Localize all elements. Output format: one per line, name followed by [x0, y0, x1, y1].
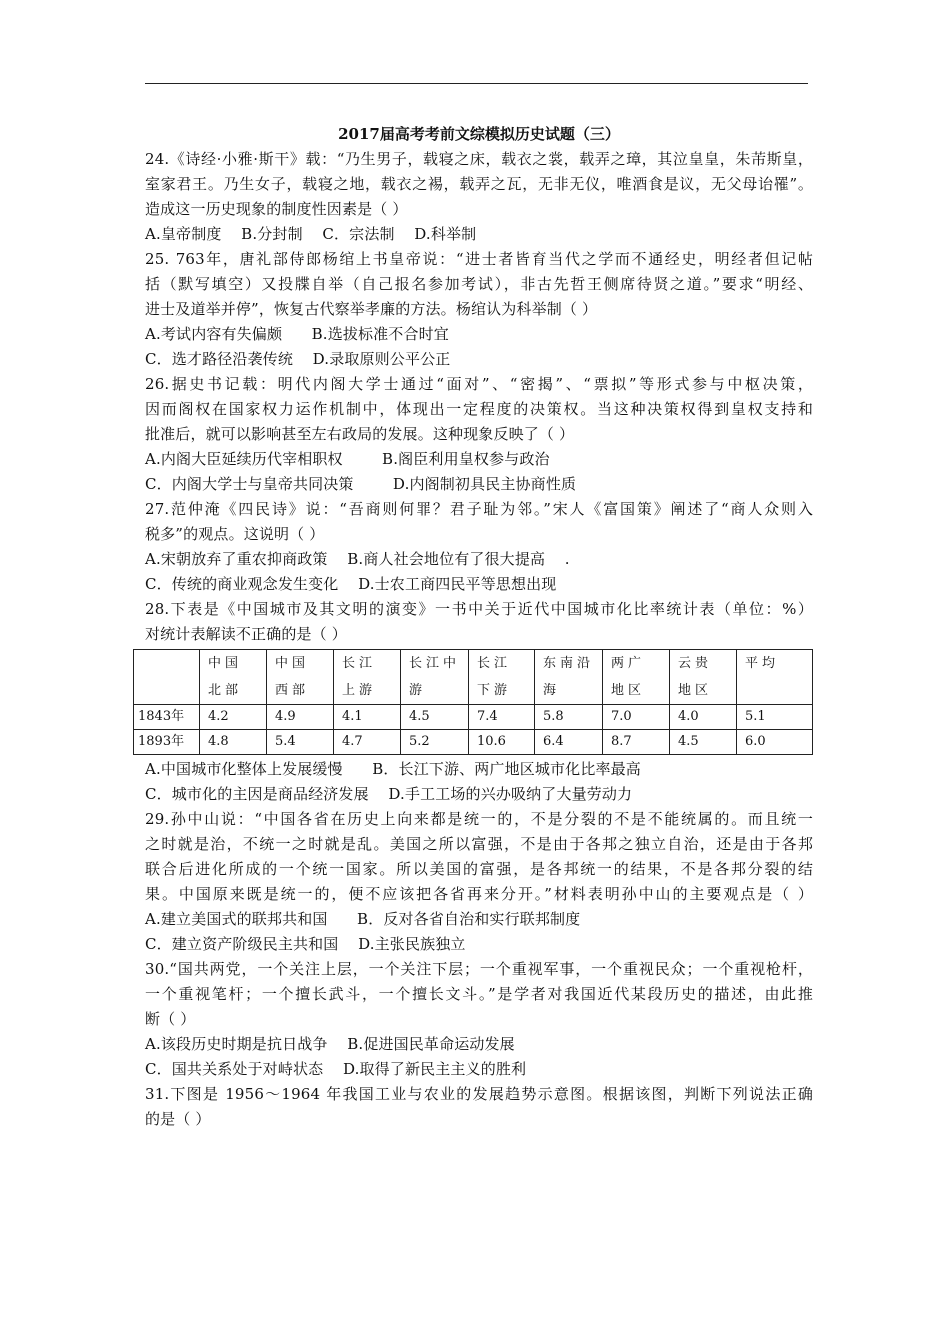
q27-stem-line: 27.范仲淹《四民诗》说：“吾商则何罪？君子耻为邻。”宋人《富国策》阐述了“商人众则入 — [145, 500, 813, 518]
q24-options: A.皇帝制度 B.分封制 C．宗法制 D.科举制 — [145, 225, 477, 243]
q30-stem-line: 30.“国共两党，一个关注上层，一个关注下层；一个重视军事，一个重视民众；一个重视枪杆， — [145, 960, 813, 978]
q26-options: A.内阁大臣延续历代宰相职权 B.阁臣利用皇权参与政治 — [145, 450, 550, 468]
header-rule — [145, 83, 808, 84]
table-header-cell: 平均 — [737, 650, 813, 705]
table-header-cell: 长江上游 — [334, 650, 401, 705]
q27-options: C．传统的商业观念发生变化 D.士农工商四民平等思想出现 — [145, 575, 557, 593]
q29-options: C．建立资产阶级民主共和国 D.主张民族独立 — [145, 935, 466, 953]
q31-stem-line: 的是（ ） — [145, 1110, 211, 1128]
q25-stem-line: 25. 763年，唐礼部侍郎杨绾上书皇帝说：“进士者皆育当代之学而不通经史，明经者但记帖 — [145, 250, 813, 268]
q29-options: A.建立美国式的联邦共和国 B．反对各省自治和实行联邦制度 — [145, 910, 581, 928]
q24-stem-line: 造成这一历史现象的制度性因素是（ ） — [145, 200, 408, 218]
table-row — [134, 705, 813, 730]
q24-stem-line: 室家君王。乃生女子，载寝之地，载衣之裼，载弄之瓦，无非无仪，唯酒食是议，无父母诒罹”。 — [145, 175, 813, 193]
q31-stem-line: 31.下图是 1956～1964 年我国工业与农业的发展趋势示意图。根据该图，判断下列说法正确 — [145, 1085, 813, 1103]
q30-stem-line: 断（ ） — [145, 1010, 196, 1028]
table-header-cell: 长江下游 — [469, 650, 535, 705]
table-cell: 4.5 — [401, 705, 469, 730]
table-header-row — [134, 650, 813, 705]
table-cell: 1893年 — [134, 730, 200, 755]
urbanization-table — [133, 649, 813, 755]
q26-stem-line: 批准后，就可以影响甚至左右政局的发展。这种现象反映了（ ） — [145, 425, 575, 443]
table-cell: 6.4 — [535, 730, 603, 755]
table-cell: 4.0 — [670, 705, 737, 730]
q28-stem-line: 28.下表是《中国城市及其文明的演变》一书中关于近代中国城市化比率统计表（单位：%） — [145, 600, 813, 618]
q29-stem-line: 果。中国原来既是统一的，便不应该把各省再来分开。”材料表明孙中山的主要观点是（ ） — [145, 885, 813, 903]
q28-options: C．城市化的主因是商品经济发展 D.手工工场的兴办吸纳了大量劳动力 — [145, 785, 633, 803]
q29-stem-line: 之时就是治，不统一之时就是乱。美国之所以富强，不是由于各邦之独立自治，还是由于各邦 — [145, 835, 813, 853]
q29-stem-line: 29.孙中山说：“中国各省在历史上向来都是统一的，不是分裂的不是不能统属的。而且统一 — [145, 810, 813, 828]
q27-options: A.宋朝放弃了重农抑商政策 B.商人社会地位有了很大提高 . — [145, 550, 570, 568]
table-cell: 1843年 — [134, 705, 200, 730]
q30-options: A.该段历史时期是抗日战争 B.促进国民革命运动发展 — [145, 1035, 515, 1053]
table-cell: 4.1 — [334, 705, 401, 730]
table-header-cell: 云贵地区 — [670, 650, 737, 705]
q24-stem-line: 24.《诗经·小雅·斯干》载：“乃生男子，载寝之床，载衣之裳，载弄之璋，其泣皇皇，朱芾斯皇， — [145, 150, 813, 168]
table-header-cell: 中国北部 — [200, 650, 267, 705]
q30-options: C．国共关系处于对峙状态 D.取得了新民主主义的胜利 — [145, 1060, 527, 1078]
q30-stem-line: 一个重视笔杆；一个擅长武斗，一个擅长文斗。”是学者对我国近代某段历史的描述，由此推 — [145, 985, 813, 1003]
table-cell: 10.6 — [469, 730, 535, 755]
q25-stem-line: 进士及道举并停”，恢复古代察举孝廉的方法。杨绾认为科举制（ ） — [145, 300, 598, 318]
q28-options: A.中国城市化整体上发展缓慢 B．长江下游、两广地区城市化比率最高 — [145, 760, 641, 778]
table-cell: 4.7 — [334, 730, 401, 755]
table-cell: 7.0 — [603, 705, 670, 730]
table-header-cell: 中国西部 — [267, 650, 334, 705]
table-cell: 5.4 — [267, 730, 334, 755]
table-cell: 4.9 — [267, 705, 334, 730]
table-header-cell: 长江中游 — [401, 650, 469, 705]
q28-stem-line: 对统计表解读不正确的是（ ） — [145, 625, 347, 643]
q26-options: C．内阁大学士与皇帝共同决策 D.内阁制初具民主协商性质 — [145, 475, 577, 493]
table-cell: 4.8 — [200, 730, 267, 755]
q25-stem-line: 括（默写填空）又投牒自举（自己报名参加考试），非古先哲王侧席待贤之道。”要求“明经、 — [145, 275, 813, 293]
q26-stem-line: 26.据史书记载：明代内阁大学士通过“面对”、“密揭”、“票拟”等形式参与中枢决策， — [145, 375, 813, 393]
table-cell: 6.0 — [737, 730, 813, 755]
table-cell: 4.5 — [670, 730, 737, 755]
table-cell: 4.2 — [200, 705, 267, 730]
exam-page — [138, 122, 813, 1132]
table-cell: 7.4 — [469, 705, 535, 730]
table-cell: 8.7 — [603, 730, 670, 755]
q25-options: C．选才路径沿袭传统 D.录取原则公平公正 — [145, 350, 451, 368]
page-title: 2017届高考考前文综模拟历史试题（三） — [338, 125, 620, 143]
table-header-cell: 东南沿海 — [535, 650, 603, 705]
table-cell: 5.8 — [535, 705, 603, 730]
table-cell: 5.1 — [737, 705, 813, 730]
q25-options: A.考试内容有失偏颇 B.选拔标准不合时宜 — [145, 325, 449, 343]
q29-stem-line: 联合后进化所成的一个统一国家。所以美国的富强，是各邦统一的结果，不是各邦分裂的结 — [145, 860, 813, 878]
table-cell: 5.2 — [401, 730, 469, 755]
table-header-cell — [134, 650, 200, 705]
table-row — [134, 730, 813, 755]
q26-stem-line: 因而阁权在国家权力运作机制中，体现出一定程度的决策权。当这种决策权得到皇权支持和 — [145, 400, 813, 418]
table-header-cell: 两广地区 — [603, 650, 670, 705]
q27-stem-line: 税多”的观点。这说明（ ） — [145, 525, 325, 543]
